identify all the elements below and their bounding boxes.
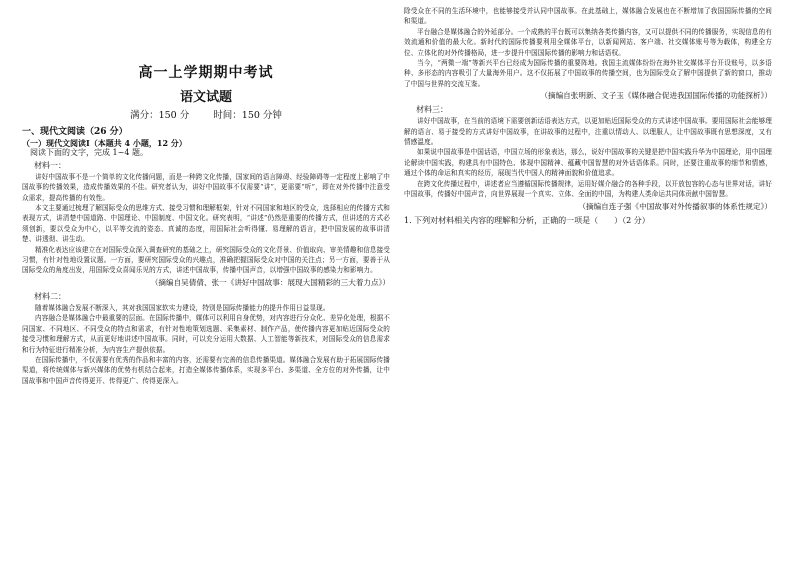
paragraph: 讲好中国故事不是一个简单的文化传播问题，而是一种跨文化传播，国家间的语言障碍、经验障碍等一定程度上影响了中国故事的传播效果，造成传播效果的不佳。研究者认为，讲好中国故事不仅需要“讲”，更需要“听”，即在对外传播中注意受众需求，提高传播的有效性。 (22, 172, 390, 202)
time-label: 时间：150 分钟 (213, 110, 282, 121)
left-column (22, 6, 390, 386)
material-2-label: 材料二： (34, 291, 66, 301)
paragraph: 本文主要通过梳理了解国际受众的思维方式、接受习惯和理解框架，针对不同国家和地区的受众，选择相应的传播方式和表现方式，讲清楚中国道路、中国理论、中国制度、中国文化。研究表明，“讲述”仍然是重要的传播方式，但讲述的方式必须创新，要以受众为中心，以平等交流的姿态、真诚的态度，用国际社会听得懂、易理解的语言，把中国发展的故事讲清楚、讲透彻、讲生动。 (22, 204, 390, 244)
question-1: 1. 下列对材料相关内容的理解和分析，正确的一项是（ ）（2 分） (404, 215, 650, 225)
paragraph: 当今，“两微一端”等新兴平台已经成为国际传播的重要阵地。我国主流媒体纷纷在海外社交媒体平台开设账号，以多语种、多形态的内容吸引了大量海外用户。这不仅拓展了中国故事的传播空间，也为国际受众了解中国提供了新的窗口，推动了中国与世界的交流互鉴。 (404, 59, 772, 88)
material-1-label: 材料一： (34, 160, 66, 170)
instruction: 阅读下面的文字，完成 1~4 题。 (30, 148, 148, 158)
paragraph: 精准化表达应该建立在对国际受众深入调查研究的基础之上，研究国际受众的文化背景、价值取向、审美情趣和信息接受习惯，有针对性地设置议题。一方面，要研究国际受众的兴趣点，准确把握国际受众对中国的关注点；另一方面，要善于从国际受众的角度出发，用国际受众喜闻乐见的方式，讲述中国故事，传播中国声音，以增强中国故事的感染力和影响力。 (22, 245, 390, 275)
material-1-source: （摘编自吴倩倩、张一《讲好中国故事：展现大国精彩的三大着力点》） (150, 277, 390, 287)
paragraph: 除受众在不同的生活环境中，也能够接受并认同中国故事。在此基础上，媒体融合发展也在不断增加了我国国际传播的空间和渠道。 (404, 7, 772, 26)
score-label: 满分：150 分 (130, 110, 190, 121)
paragraph: 在国际传播中，不仅需要有优秀的作品和丰富的内容，还需要有完善的信息传播渠道。媒体融合发展有助于拓展国际传播渠道，将传统媒体与新兴媒体的优势有机结合起来，打造全媒体传播体系，实现多平台、多渠道、全方位的对外传播，让中国故事和中国声音传得更开、传得更广、传得更深入。 (22, 355, 390, 385)
paragraph: 如果说中国故事是中国话语，中国立场的形象表达，那么，说好中国故事的关键是把中国实践升华为中国理论，用中国理论解读中国实践，构建具有中国特色、体现中国精神、蕴藏中国智慧的对外话语体系。同时，还要注重故事的细节和情感，通过个体的命运和真实的经历，展现当代中国人的精神面貌和价值追求。 (404, 148, 772, 178)
exam-meta (22, 107, 390, 121)
material-3-source: （摘编自连子强《中国故事对外传播叙事的体系性规定》） (578, 201, 772, 211)
paragraph: 随着媒体融合发展不断深入，其对我国国家软实力建设，特别是国际传播能力的提升作用日益显现。 (35, 303, 330, 312)
paragraph: 在跨文化传播过程中，讲述者应当遵循国际传播规律，运用好媒介融合的各种手段，以开放包容的心态与世界对话，讲好中国故事，传播好中国声音，向世界展现一个真实、立体、全面的中国，为构建人类命运共同体贡献中国智慧。 (404, 179, 772, 199)
paragraph: 内容融合是媒体融合中最重要的层面。在国际传播中，媒体可以利用自身优势，对内容进行分众化、差异化处理，根据不同国家、不同地区、不同受众的特点和需求，有针对性地策划选题、采集素材、制作产品，使传播内容更加贴近国际受众的接受习惯和理解方式，从而更好地讲述中国故事。同时，可以充分运用大数据、人工智能等新技术，对国际受众的信息需求和行为特征进行精准分析，为内容生产提供依据。 (22, 314, 390, 354)
exam-title: 高一上学期期中考试 (138, 65, 274, 81)
paragraph: 讲好中国故事，在当前的语境下需要创新话语表达方式，以更加贴近国际受众的方式讲述中国故事。要用国际社会能够理解的语言、易于接受的方式讲好中国故事，在讲故事的过程中，注重以情动人、以理服人，让中国故事既有思想深度，又有情感温度。 (404, 117, 772, 147)
material-2-source: （摘编自张明新、文子玉《媒体融合促进我国国际传播的功能探析》） (540, 91, 772, 101)
right-column (404, 6, 772, 227)
paragraph: 平台融合是媒体融合的外延部分。一个成熟的平台既可以集纳各类传播内容，又可以提供不同的传播服务，实现信息的有效流通和价值的最大化。新时代的国际传播要利用全媒体平台，以新闻网站、客户端、社交媒体账号等为载体，构建全方位、立体化的对外传播格局，进一步提升中国国际传播的影响力和话语权。 (404, 27, 772, 57)
section-heading: 一、现代文阅读（26 分） (22, 127, 128, 137)
sub-section-heading: （一）现代文阅读Ⅰ（本题共 4 小题，12 分） (22, 138, 187, 148)
material-3-label: 材料三： (416, 105, 448, 115)
exam-subtitle: 语文试题 (179, 90, 232, 105)
